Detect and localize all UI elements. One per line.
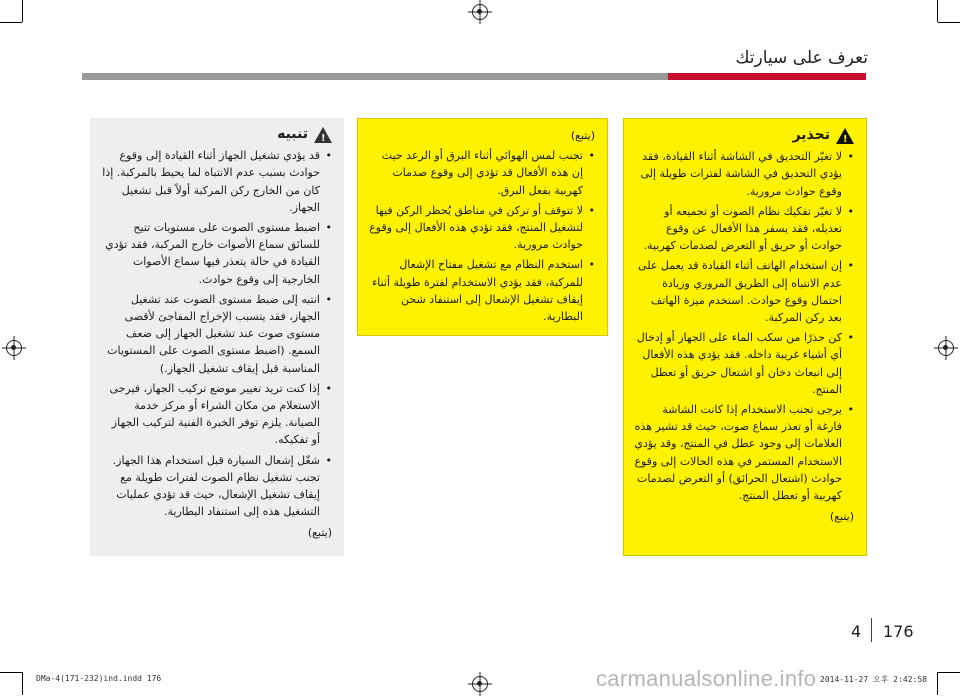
- registration-mark-icon: [6, 340, 22, 356]
- registration-mark-icon: [472, 676, 488, 692]
- continued-label: (يتبع): [570, 129, 595, 142]
- warning-list: [634, 148, 854, 504]
- crop-mark: [0, 22, 22, 23]
- continued-label: (يتبع): [307, 526, 332, 540]
- warning-box: [623, 118, 867, 556]
- warning-box-title: [634, 127, 854, 144]
- warning-triangle-icon: [836, 128, 854, 144]
- page-number-divider: [871, 618, 872, 642]
- crop-mark: [22, 672, 23, 695]
- crop-mark: [0, 672, 22, 673]
- continued-label: (يتبع): [829, 510, 854, 524]
- list-item: • تجنب لمس الهوائي أثناء البرق أو الرعد حيث إن هذه الأفعال قد تؤدي إلى وقوع صدمات كهربية بفعل البرق.: [368, 147, 595, 199]
- caution-list: [100, 147, 332, 520]
- crop-mark: [22, 0, 23, 22]
- crop-mark: [938, 22, 960, 23]
- section-title: تعرف على سيارتك: [735, 48, 868, 68]
- caution-triangle-icon: [314, 127, 332, 143]
- header-rule-accent: [668, 73, 866, 80]
- crop-mark: [938, 672, 960, 673]
- registration-mark-icon: [938, 340, 954, 356]
- caution-box-title: [100, 126, 332, 143]
- caution-box: [90, 118, 344, 556]
- crop-mark: [937, 672, 938, 695]
- list-item: • انتبه إلى ضبط مستوى الصوت عند تشغيل الجهاز، فقد يتسبب الإخراج المفاجئ لأقصى مستوى صوت عند تشغيل الجهاز إلى ضعف السمع. (اضبط مستوى الصوت على المستويات المناسبة قبل إيقاف تشغيل الجهاز.): [100, 291, 332, 377]
- watermark: carmanualsonline.info: [596, 666, 817, 691]
- list-item: • لا تتوقف أو تركن في مناطق يُحظر الركن فيها لتشغيل المنتج، فقد تؤدي هذه الأفعال إلى وقوع حوادث مرورية.: [368, 202, 595, 254]
- list-item: • لا تغيّر التحديق في الشاشة أثناء القيادة، فقد يؤدي التحديق في الشاشة لفترات طويلة إلى وقوع حوادث مرورية.: [634, 148, 854, 200]
- list-item: • إذا كنت تريد تغيير موضع تركيب الجهاز، فيرجى الاستعلام من مكان الشراء أو مركز خدمة الصيانة. يلزم توفر الخبرة الفنية لتركيب الجهاز أو تفكيكه.: [100, 380, 332, 449]
- warning-continued-box: [357, 118, 608, 336]
- list-item: • كن حذرًا من سكب الماء على الجهاز أو إدخال أي أشياء غريبة داخله. فقد يؤدي هذه الأفعال إلى انبعاث دخان أو اشتعال حريق أو تعطل المنتج.: [634, 329, 854, 398]
- caution-title-text: تنبيه: [277, 126, 308, 142]
- warning-title-text: تحذير: [792, 127, 830, 143]
- warning-continued-list: [368, 147, 595, 325]
- list-item: • لا تغيّر تفكيك نظام الصوت أو تجميعه أو تعديله، فقد يسفر هذا الأفعال عن وقوع حوادث أو حريق أو التعرض لصدمات كهربية.: [634, 203, 854, 255]
- chapter-number: 4: [851, 622, 862, 641]
- list-item: • استخدم النظام مع تشغيل مفتاح الإشعال للمركبة، فقد يؤدي الاستخدام لفترة طويلة أثناء إيقاف تشغيل الإشعال إلى استنفاد شحن البطارية.: [368, 256, 595, 325]
- crop-mark: [937, 0, 938, 22]
- page-number: 176: [883, 622, 914, 641]
- registration-mark-icon: [472, 4, 488, 20]
- list-item: • اضبط مستوى الصوت على مستويات تتيح للسائق سماع الأصوات خارج المركبة، فقد تؤدي القيادة في حالة يتعذر فيها سماع الأصوات الخارجية إلى وقوع حوادث.: [100, 219, 332, 288]
- list-item: • يرجى تجنب الاستخدام إذا كانت الشاشة فارغة أو تعذر سماع صوت، حيث قد تشير هذه العلامات إلى وجود عطل في المنتج، وقد يؤدي الاستخدام المستمر في هذه الحالات إلى وقوع حوادث (اشتعال الحرائق) أو التعرض لصدمات كهربية أو تعطل المنتج.: [634, 401, 854, 504]
- footer-file-name: DMa-4(171-232)ind.indd 176: [36, 674, 162, 683]
- footer-timestamp: 2014-11-27 오후 2:42:58: [820, 675, 927, 684]
- list-item: • شغّل إشعال السيارة قبل استخدام هذا الجهاز. تجنب تشغيل نظام الصوت لفترات طويلة مع إيقاف تشغيل الإشعال، حيث قد تؤدي عمليات التشغيل هذه إلى استنفاد البطارية.: [100, 452, 332, 521]
- list-item: • إن استخدام الهاتف أثناء القيادة قد يعمل على عدم الانتباه إلى الطريق المروري وزيادة احتمال وقوع حوادث. استخدم ميزة الهاتف بعد ركن المركبة.: [634, 257, 854, 326]
- list-item: • قد يؤدي تشغيل الجهاز أثناء القيادة إلى وقوع حوادث بسبب عدم الانتباه لما يحيط بالمركبة. إذا كان من الخارج ركن المركبة أولاً قبل تشغيل الجهاز.: [100, 147, 332, 216]
